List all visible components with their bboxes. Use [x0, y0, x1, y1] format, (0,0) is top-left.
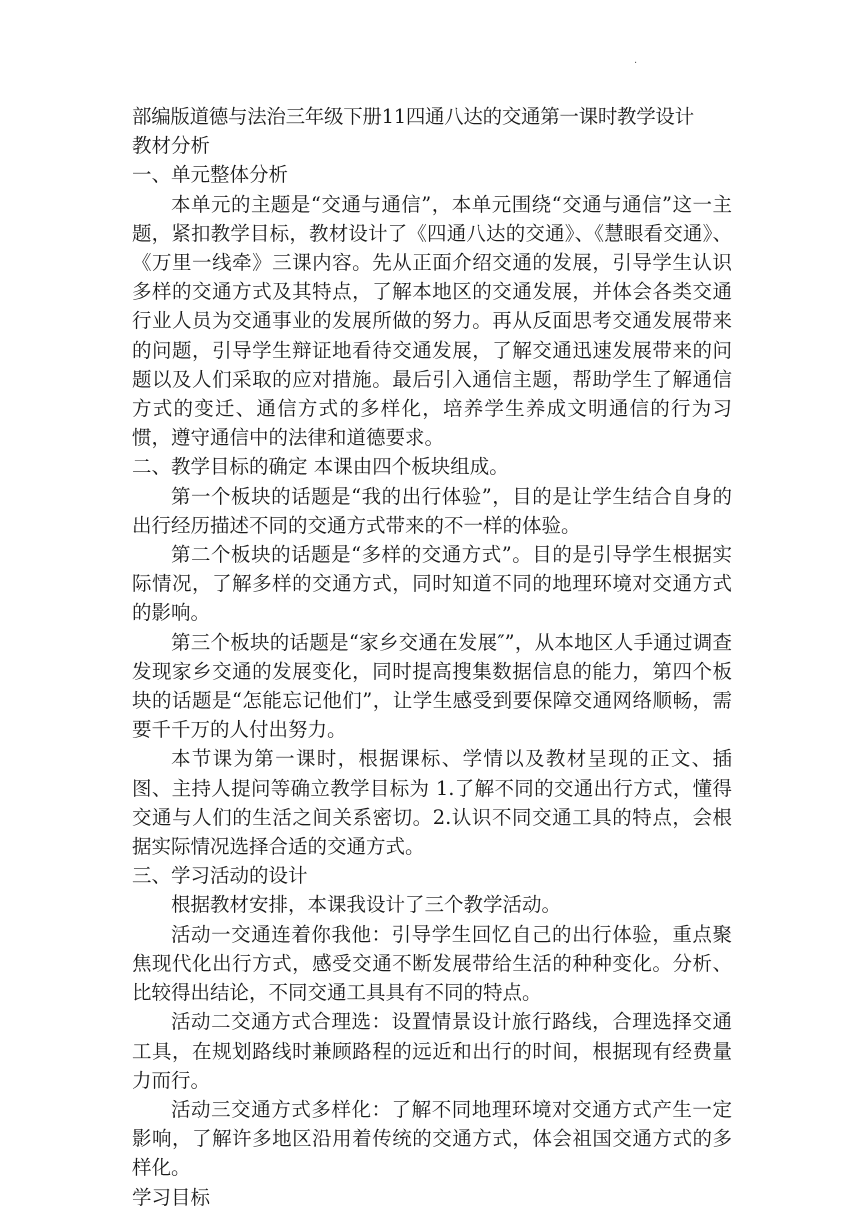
section2-paragraph-1: 第一个板块的话题是“我的出行体验”，目的是让学生结合自身的出行经历描述不同的交通方式带来的不一样的体验。 [132, 484, 732, 537]
section2-paragraph-2: 第二个板块的话题是“多样的交通方式”。目的是引导学生根据实际情况，了解多样的交通方式，同时知道不同的地理环境对交通方式的影响。 [132, 543, 732, 625]
section3-paragraph-2: 活动一交通连着你我他：引导学生回忆自己的出行体验，重点聚焦现代化出行方式，感受交通不断发展带给生活的种种变化。分析、比较得出结论，不同交通工具具有不同的特点。 [132, 922, 732, 1005]
section2-heading: 二、教学目标的确定 本课由四个板块组成。 [132, 455, 509, 479]
section3-paragraph-4: 活动三交通方式多样化：了解不同地理环境对交通方式产生一定影响，了解许多地区沿用着传统的交通方式，体会祖国交通方式的多样化。 [132, 1097, 732, 1180]
section1-heading: 一、单元整体分析 [132, 163, 289, 187]
section3-paragraph-3: 活动二交通方式合理选：设置情景设计旅行路线，合理选择交通工具，在规划路线时兼顾路程的远近和出行的时间，根据现有经费量力而行。 [132, 1010, 732, 1092]
header-mark: · [634, 58, 638, 69]
section1-paragraph: 本单元的主题是“交通与通信”，本单元围绕“交通与通信”这一主题，紧扣教学目标，教材设计了《四通八达的交通》、《慧眼看交通》、《万里一线牵》三课内容。先从正面介绍交通的发展，引导学生认识多样的交通方式及其特点，了解本地区的交通发展，并体会各类交通行业人员为交通事业的发展所做的努力。再从反面思考交通发展带来的问题，引导学生辩证地看待交通发展，了解交通迅速发展带来的问题以及人们采取的应对措施。最后引入通信主题，帮助学生了解通信方式的变迁、通信方式的多样化，培养学生养成文明通信的行为习惯，遵守通信中的法律和道德要求。 [132, 192, 732, 450]
section2-paragraph-4: 本节课为第一课时，根据课标、学情以及教材呈现的正文、插图、主持人提问等确立教学目标为 1.了解不同的交通出行方式，懂得交通与人们的生活之间关系密切。2.认识不同交通工具的特点，会根据实际情况选择合适的交通方式。 [132, 747, 732, 859]
section-textbook-analysis: 教材分析 [132, 134, 211, 158]
section3-paragraph-1: 根据教材安排，本课我设计了三个教学活动。 [171, 893, 562, 917]
section2-paragraph-3: 第三个板块的话题是“家乡交通在发展″”，从本地区人手通过调查发现家乡交通的发展变化，同时提高搜集数据信息的能力，第四个板块的话题是“怎能忘记他们”，让学生感受到要保障交通网络顺畅，需要千千万的人付出努力。 [132, 630, 732, 742]
section3-heading: 三、学习活动的设计 [132, 864, 308, 888]
document-title: 部编版道德与法治三年级下册11四通八达的交通第一课时教学设计 [132, 105, 694, 128]
document-body [132, 102, 732, 1212]
section-learning-goals: 学习目标 [132, 1185, 211, 1209]
